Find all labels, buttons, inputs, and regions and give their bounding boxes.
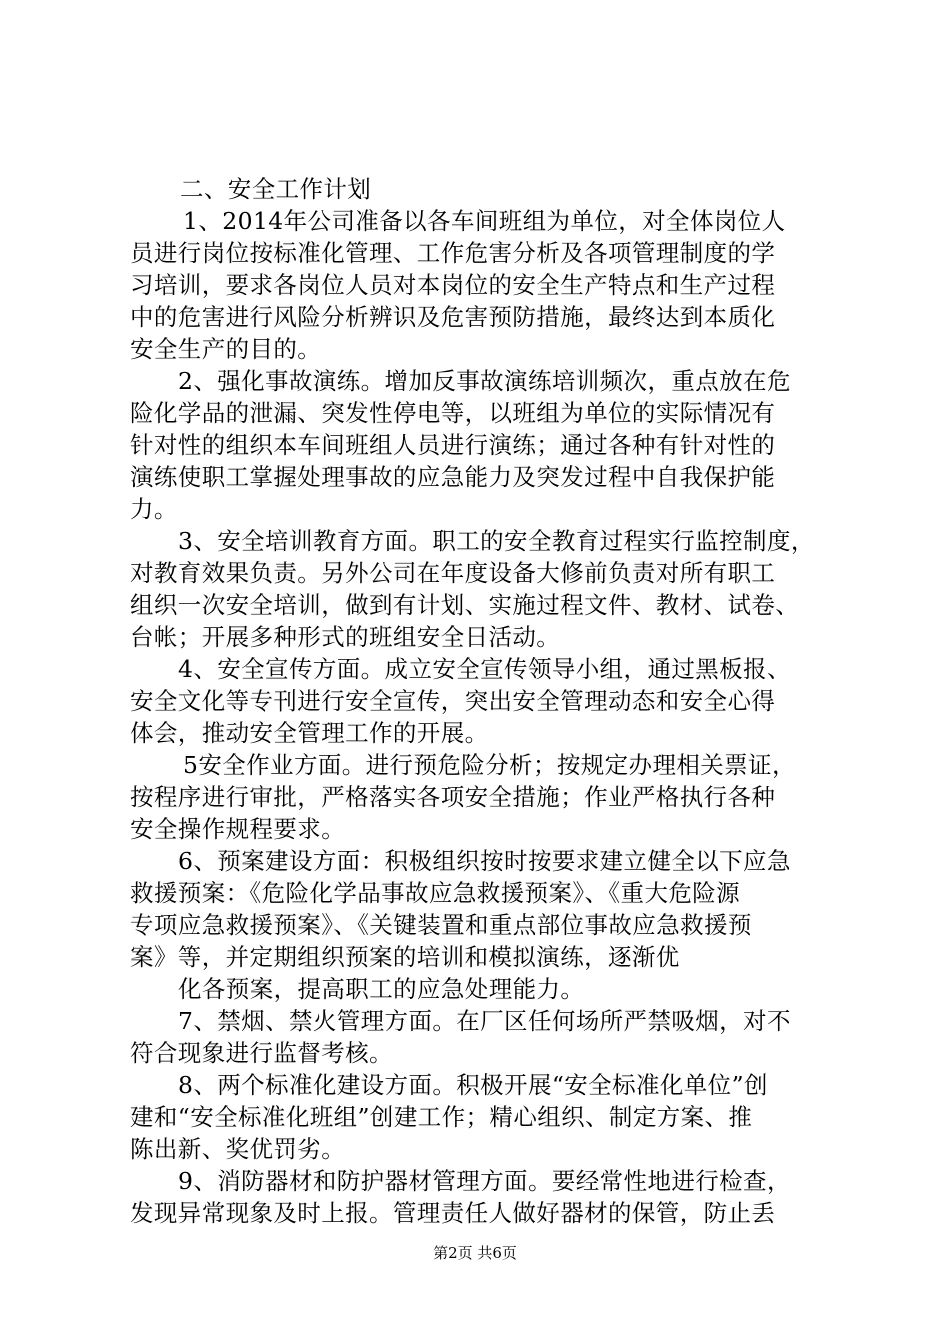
paragraph-line: 救援预案：《危险化学品事故应急救援预案》、《重大危险源 (130, 879, 741, 907)
paragraph-line: 9、消防器材和防护器材管理方面。要经常性地进行检查， (178, 1167, 791, 1195)
paragraph-line: 发现异常现象及时上报。管理责任人做好器材的保管，防止丢 (130, 1199, 776, 1227)
paragraph-line: 按程序进行审批，严格落实各项安全措施；作业严格执行各种 (130, 783, 776, 811)
paragraph-line: 组织一次安全培训，做到有计划、实施过程文件、教材、试卷、 (130, 591, 800, 619)
paragraph-line: 7、禁烟、禁火管理方面。在厂区任何场所严禁吸烟，对不 (178, 1007, 791, 1035)
paragraph-line: 台帐；开展多种形式的班组安全日活动。 (130, 623, 561, 651)
paragraph-line: 化各预案，提高职工的应急处理能力。 (178, 975, 585, 1003)
paragraph-line: 专项应急救援预案》、《关键装置和重点部位事故应急救援预 (130, 911, 752, 939)
paragraph-line: 员进行岗位按标准化管理、工作危害分析及各项管理制度的学 (130, 239, 776, 267)
paragraph-line: 8、两个标准化建设方面。积极开展“安全标准化单位”创 (178, 1071, 768, 1099)
paragraph-line: 演练使职工掌握处理事故的应急能力及突发过程中自我保护能 (130, 463, 776, 491)
paragraph-line: 安全操作规程要求。 (130, 815, 346, 843)
paragraph-line: 针对性的组织本车间班组人员进行演练；通过各种有针对性的 (130, 431, 776, 459)
paragraph-line: 6、预案建设方面：积极组织按时按要求建立健全以下应急 (178, 847, 791, 875)
paragraph-line: 1、2014年公司准备以各车间班组为单位，对全体岗位人 (183, 207, 786, 235)
paragraph-line: 建和“安全标准化班组”创建工作；精心组织、制定方案、推 (130, 1103, 753, 1131)
paragraph-line: 安全生产的目的。 (130, 335, 322, 363)
paragraph-line: 中的危害进行风险分析辨识及危害预防措施，最终达到本质化 (130, 303, 776, 331)
paragraph-line: 符合现象进行监督考核。 (130, 1039, 393, 1067)
paragraph-line: 5安全作业方面。进行预危险分析；按规定办理相关票证， (183, 751, 796, 779)
section-heading: 二、安全工作计划 (180, 175, 372, 203)
paragraph-line: 2、强化事故演练。增加反事故演练培训频次，重点放在危 (178, 367, 791, 395)
paragraph-line: 案》等，并定期组织预案的培训和模拟演练，逐渐优 (130, 943, 680, 971)
paragraph-line: 习培训，要求各岗位人员对本岗位的安全生产特点和生产过程 (130, 271, 776, 299)
paragraph-line: 陈出新、奖优罚劣。 (130, 1135, 346, 1163)
paragraph-line: 险化学品的泄漏、突发性停电等，以班组为单位的实际情况有 (130, 399, 776, 427)
paragraph-line: 安全文化等专刊进行安全宣传，突出安全管理动态和安全心得 (130, 687, 776, 715)
paragraph-line: 对教育效果负责。另外公司在年度设备大修前负责对所有职工 (130, 559, 776, 587)
paragraph-line: 力。 (130, 495, 178, 523)
paragraph-line: 3、安全培训教育方面。职工的安全教育过程实行监控制度， (178, 527, 815, 555)
paragraph-line: 体会，推动安全管理工作的开展。 (130, 719, 489, 747)
paragraph-line: 4、安全宣传方面。成立安全宣传领导小组，通过黑板报、 (178, 655, 791, 683)
page-number-footer: 第2页 共6页 (433, 1244, 517, 1262)
